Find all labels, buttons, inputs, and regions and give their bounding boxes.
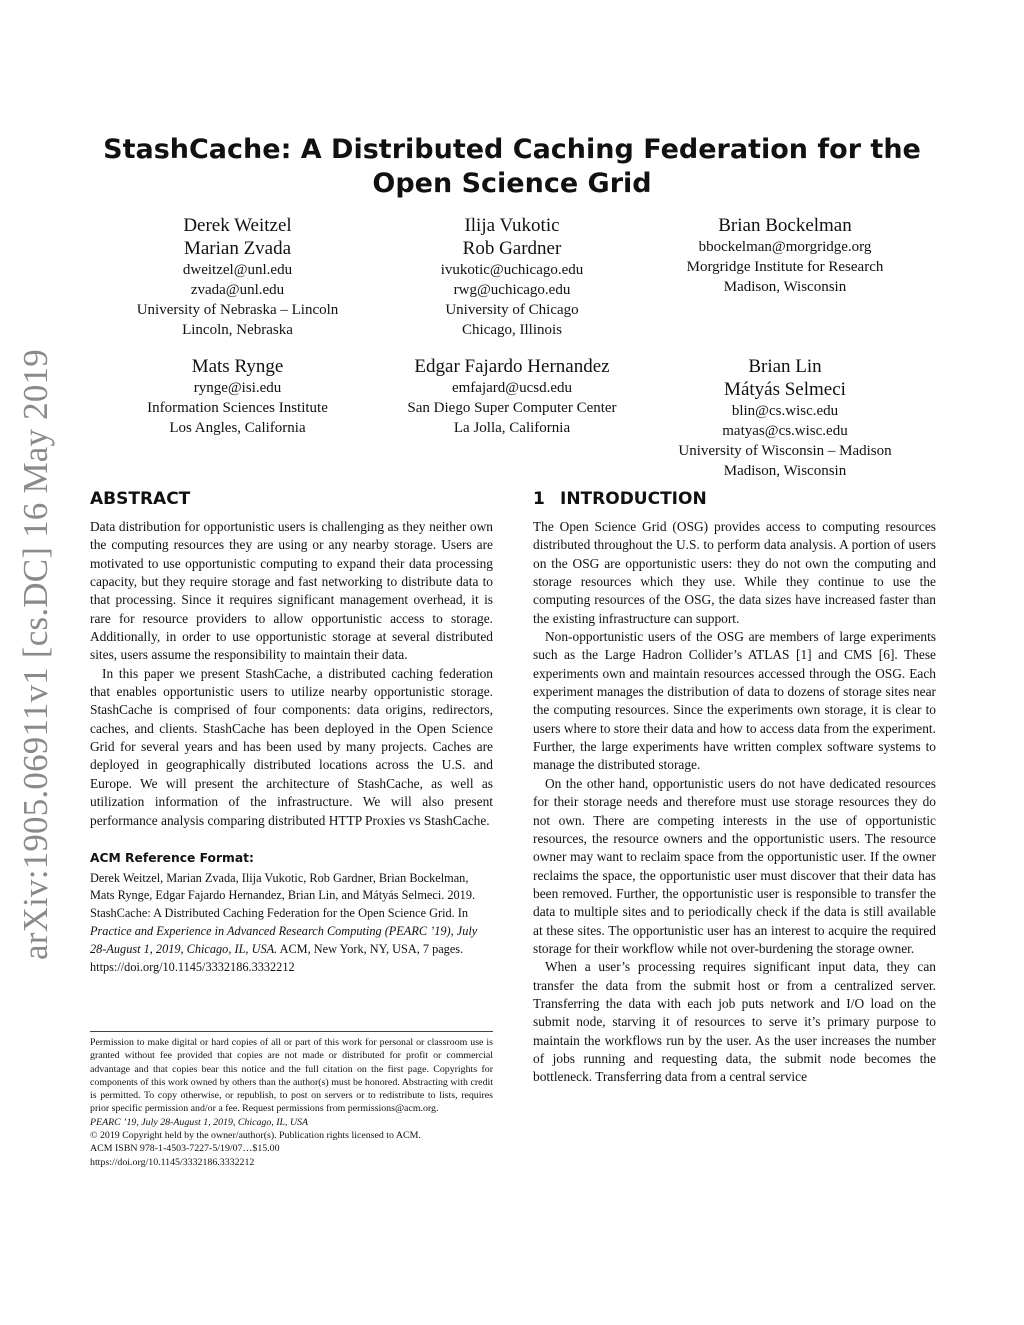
acm-reference-text: Derek Weitzel, Marian Zvada, Ilija Vukotic, Rob Gardner, Brian Bockelman, Mats Rynge, Edgar Fajardo Hernandez, Brian Lin, and Mátyás Selmeci. 2019. StashCache: A Distributed Caching Federation for the Open Science Grid. In [90,870,476,921]
acm-reference-format [90,850,493,977]
author-location: Madison, Wisconsin [723,463,847,479]
author-block-isi [110,355,365,438]
intro-paragraph: The Open Science Grid (OSG) provides access to computing resources distributed throughout the U.S. to perform data analysis. A portion of users on the OSG are opportunistic users: they do not own the computing and storage resources which they use. While they continue to use the computing resources of the OSG, the data sizes have increased faster than the existing infrastructure can support. [533,519,936,626]
author-affiliation: San Diego Super Computer Center [407,400,617,416]
acm-reference-heading: ACM Reference Format: [90,850,254,865]
author-email: emfajard@ucsd.edu [451,380,572,396]
introduction-heading [533,490,936,512]
section-number: 1 [533,489,545,509]
author-affiliation: University of Nebraska – Lincoln [136,302,339,318]
author-location: Lincoln, Nebraska [182,322,293,338]
author-affiliation: University of Chicago [445,302,579,318]
copyright-line: © 2019 Copyright held by the owner/author(s). Publication rights licensed to ACM. [90,1130,421,1142]
author-name: Rob Gardner [462,238,562,259]
author-name: Derek Weitzel [183,215,292,236]
intro-paragraph: Non-opportunistic users of the OSG are members of large experiments such as the Large Hadron Collider’s ATLAS [1] and CMS [6]. These experiments own and maintain resources accessed through the OSG. Each experiment manages the distribution of data to dozens of storage sites near the computing resources. Since the experiments own storage, it is clear to users where to store their data and how to access data from the experiment. Further, the large experiments have written complex software systems to manage the distributed storage. [533,629,936,773]
doi-line: https://doi.org/10.1145/3332186.3332212 [90,1156,255,1168]
author-name: Edgar Fajardo Hernandez [414,356,610,377]
author-block-morgridge [650,214,920,297]
left-column [90,490,493,976]
author-name: Brian Lin [748,356,822,377]
right-column [533,490,936,1087]
author-affiliation: University of Wisconsin – Madison [678,443,892,459]
author-name: Ilija Vukotic [464,215,560,236]
conference-line: PEARC ’19, July 28-August 1, 2019, Chicago, IL, USA [90,1116,309,1128]
author-name: Mátyás Selmeci [724,379,846,400]
isbn-line: ACM ISBN 978-1-4503-7227-5/19/07…$15.00 [90,1143,280,1155]
author-email: matyas@cs.wisc.edu [722,423,848,439]
author-email: blin@cs.wisc.edu [731,403,839,419]
paper-title: StashCache: A Distributed Caching Federation for the Open Science Grid [103,134,921,199]
author-name: Brian Bockelman [718,215,852,236]
author-location: Madison, Wisconsin [723,279,847,295]
acm-reference-text: ACM, New York, NY, USA, 7 pages. https://doi.org/10.1145/3332186.3332212 [90,941,464,974]
author-location: Chicago, Illinois [462,322,562,338]
author-block-wisconsin [650,355,920,481]
author-email: bbockelman@morgridge.org [698,239,872,255]
author-affiliation: Morgridge Institute for Research [686,259,884,275]
author-email: ivukotic@uchicago.edu [440,262,584,278]
author-block-chicago [384,214,640,340]
author-email: rwg@uchicago.edu [453,282,571,298]
author-email: zvada@unl.edu [190,282,285,298]
author-name: Marian Zvada [183,238,292,259]
permission-footnote [90,1031,493,1169]
author-name: Mats Rynge [191,356,284,377]
intro-paragraph: On the other hand, opportunistic users do not have dedicated resources for their storage needs and therefore must use storage resources they do not own. There are competing interests in the use of opportunistic resources, the resource owners and the opportunistic users. The resource owner may want to reclaim space from the opportunistic user. If the owner reclaims the space, the opportunistic user must discover that their data has been removed. Further, the opportunistic user is responsible to transfer the data to multiple sites and to periodically check if the data is still available at these sites. The opportunistic user has an interest to acquire the required storage for their workflow while not over-burdening the storage owner. [533,775,936,956]
abstract-paragraph: In this paper we present StashCache, a distributed caching federation that enables opportunistic users to utilize nearby opportunistic storage. StashCache is comprised of four components: data origins, redirectors, caches, and clients. StashCache has been deployed in the Open Science Grid for several years and has been used by many projects. Caches are deployed in geographically distributed locations across the U.S. and Europe. We will present the architecture of StashCache, as well as utilization information of the infrastructure. We will also present performance analysis comparing distributed HTTP Proxies vs StashCache. [90,665,493,828]
author-email: rynge@isi.edu [193,380,282,396]
abstract-paragraph: Data distribution for opportunistic users is challenging as they neither own the computing resources they are using or any nearby storage. Users are motivated to use opportunistic computing to expand their data processing capacity, but they require storage and fast networking to distribute data to that processing. Since it requires significant management overhead, it is rare for resource providers to allow opportunistic access to storage. Additionally, in order to use opportunistic storage at several distributed sites, users assume the responsibility to maintain their data. [90,519,493,663]
intro-paragraph: When a user’s processing requires significant input data, they can transfer the data from the submit host or from a centralized server. Transferring the data with each job puts network and I/O load on the submit node, starving it of resources to serve it’s primary purpose to maintain the workflows run by the user. As the user increases the number of jobs running and requesting data, the submit node becomes the bottleneck. Transferring data from a central service [533,959,936,1085]
arxiv-identifier: arXiv:1905.06911v1 [cs.DC] 16 May 2019 [16,349,55,960]
abstract-heading: ABSTRACT [90,489,191,509]
author-block-sdsc [374,355,650,438]
author-email: dweitzel@unl.edu [182,262,293,278]
author-affiliation: Information Sciences Institute [147,400,328,416]
author-block-nebraska [110,214,365,340]
author-location: Los Angles, California [169,420,306,436]
section-title: INTRODUCTION [560,489,707,509]
author-location: La Jolla, California [453,420,571,436]
acm-reference-venue: Practice and Experience in Advanced Research Computing (PEARC ’19), July 28-August 1, 2019, Chicago, IL, USA. [90,924,478,956]
permission-notice: Permission to make digital or hard copies of all or part of this work for personal or classroom use is granted without fee provided that copies are not made or distributed for profit or commercial advantage and that copies bear this notice and the full citation on the first page. Copyrights for components of this work owned by others than the author(s) must be honored. Abstracting with credit is permitted. To copy otherwise, or republish, to post on servers or to redistribute to lists, requires prior specific permission and/or a fee. Request permissions from permissions@acm.org. [90,1037,493,1115]
